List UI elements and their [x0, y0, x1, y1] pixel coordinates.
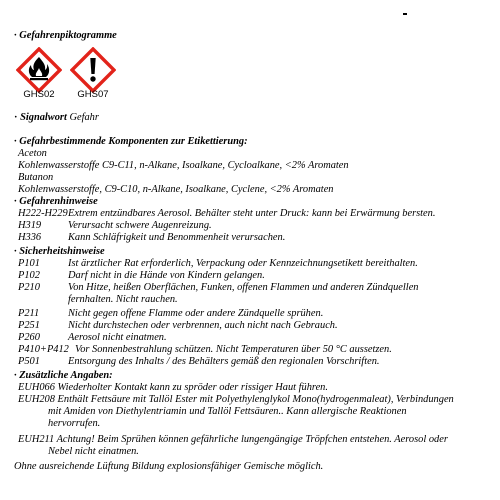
precaution-code: P102 [18, 270, 40, 281]
hazard-code: H222-H229 [18, 208, 68, 219]
component-line: Butanon [18, 172, 54, 183]
precaution-text: Darf nicht in die Hände von Kindern gelangen. [68, 270, 265, 281]
euh208-line-3: hervorrufen. [48, 418, 101, 429]
precaution-text: Entsorgung des Inhalts / des Behälters gemäß den regionalen Vorschriften. [68, 356, 380, 367]
precaution-text: Ist ärztlicher Rat erforderlich, Verpackung oder Kennzeichnungsetikett bereithalten. [68, 258, 418, 269]
euh211-line-2: Nebel nicht einatmen. [48, 446, 139, 457]
precaution-code: P501 [18, 356, 40, 367]
hazard-statements-heading: · Gefahrenhinweise [14, 196, 98, 208]
precaution-code: P251 [18, 320, 40, 331]
pictograms-heading: · Gefahrenpiktogramme [14, 30, 117, 42]
precaution-text-continued: fernhalten. Nicht rauchen. [68, 294, 178, 305]
precaution-code: P101 [18, 258, 40, 269]
exclamation-mark-icon [70, 47, 116, 93]
hazard-text: Kann Schläfrigkeit und Benommenheit verursachen. [68, 232, 286, 243]
precaution-code: P210 [18, 282, 40, 293]
hazard-code: H336 [18, 232, 42, 243]
additional-info-heading: · Zusätzliche Angaben: [14, 370, 113, 382]
precaution-text: Aerosol nicht einatmen. [68, 332, 167, 343]
scan-mark [403, 13, 407, 15]
ghs07-label: GHS07 [77, 89, 109, 100]
precautionary-statements-heading: · Sicherheitshinweise [14, 246, 105, 258]
euh066-line: EUH066 Wiederholter Kontakt kann zu spröder oder rissiger Haut führen. [18, 382, 328, 393]
component-line: Aceton [18, 148, 47, 159]
euh211-line-1: EUH211 Achtung! Beim Sprühen können gefährliche lungengängige Tröpfchen entstehen. Aerosol oder [18, 434, 448, 445]
euh208-line-1: EUH208 Enthält Fettsäure mit Tallöl Ester mit Polyethylenglykol Mono(hydrogenmaleat), Verbindungen [18, 394, 454, 405]
precaution-code: P211 [18, 308, 40, 319]
hazard-text: Verursacht schwere Augenreizung. [68, 220, 212, 231]
ghs02-label: GHS02 [23, 89, 55, 100]
signal-word-value: Gefahr [69, 112, 99, 123]
precaution-code: P410+P412 [18, 344, 69, 355]
component-line: Kohlenwasserstoffe, C9-C10, n-Alkane, Isoalkane, Cyclene, <2% Aromaten [18, 184, 334, 195]
precaution-text: Nicht durchstechen oder verbrennen, auch nicht nach Gebrauch. [68, 320, 338, 331]
pictogram-row [14, 47, 124, 101]
signal-word-row [14, 112, 99, 124]
hazard-code: H319 [18, 220, 42, 231]
components-heading: · Gefahrbestimmende Komponenten zur Etikettierung: [14, 136, 248, 148]
flame-icon [16, 47, 62, 93]
precaution-code: P260 [18, 332, 40, 343]
precaution-text: Nicht gegen offene Flamme oder andere Zündquelle sprühen. [68, 308, 324, 319]
hazard-text: Extrem entzündbares Aerosol. Behälter steht unter Druck: kann bei Erwärmung bersten. [68, 208, 436, 219]
precaution-text: Vor Sonnenbestrahlung schützen. Nicht Temperaturen über 50 °C aussetzen. [75, 344, 392, 355]
euh208-line-2: mit Amiden von Diethylentriamin und Tallöl Fettsäuren.. Kann allergische Reaktionen [48, 406, 407, 417]
component-line: Kohlenwasserstoffe C9-C11, n-Alkane, Isoalkane, Cycloalkane, <2% Aromaten [18, 160, 349, 171]
signal-word-label: Signalwort [20, 112, 67, 123]
precaution-text: Von Hitze, heißen Oberflächen, Funken, offenen Flammen und anderen Zündquellen [68, 282, 419, 293]
ventilation-note: Ohne ausreichende Lüftung Bildung explosionsfähiger Gemische möglich. [14, 461, 324, 472]
